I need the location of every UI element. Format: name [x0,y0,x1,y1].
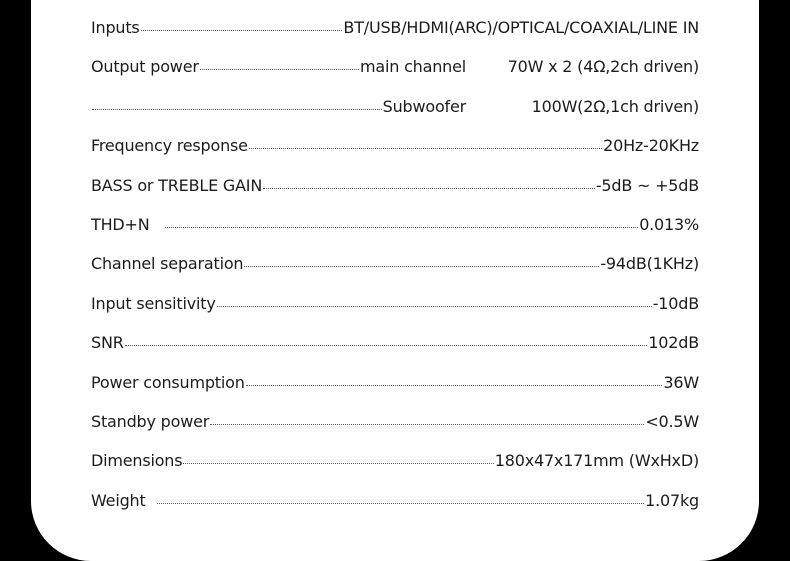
dot-leader [217,306,652,307]
spec-value: -94dB(1KHz) [600,254,699,274]
spec-row-frequency-response [91,136,699,175]
dot-leader [249,148,602,149]
dot-leader [183,463,493,464]
spec-label: SNR [91,333,124,353]
spec-label: Weight [91,490,146,510]
spec-value: -5dB ~ +5dB [595,175,699,195]
dot-leader [141,30,343,31]
dot-leader [246,385,663,386]
spec-value: 0.013% [639,214,699,234]
spec-row-bass-treble-gain [91,176,699,215]
spec-value: <0.5W [645,411,699,431]
dot-leader [92,109,382,110]
spec-row-power-consumption [91,373,699,412]
spec-value: 1.07kg [645,490,699,510]
spec-label: Power consumption [91,372,245,392]
spec-sublabel: main channel [360,57,466,77]
dot-leader [263,188,595,189]
spec-value: 70W x 2 (4Ω,2ch driven) [507,57,699,77]
spec-row-subwoofer [91,97,699,136]
spec-row-weight [91,491,699,530]
spec-label: Dimensions [91,451,183,471]
spec-row-inputs [91,18,699,57]
spec-value: 20Hz-20KHz [603,136,699,156]
spec-value: 102dB [648,333,699,353]
spec-row-thd-n [91,215,699,254]
spec-label: Channel separation [91,254,244,274]
spec-card [31,0,759,561]
spec-label: Input sensitivity [91,293,216,313]
spec-row-snr [91,333,699,372]
dot-leader [244,266,599,267]
spec-label: THD+N [91,214,150,234]
spec-row-input-sensitivity [91,294,699,333]
spec-value: 100W(2Ω,1ch driven) [531,96,699,116]
spec-value: BT/USB/HDMI(ARC)/OPTICAL/COAXIAL/LINE IN [343,18,699,37]
dot-leader [200,69,359,70]
spec-row-standby-power [91,412,699,451]
spec-value: 36W [663,372,699,392]
spec-value: -10dB [652,293,699,313]
dot-leader [157,503,645,504]
spec-value: 180x47x171mm (WxHxD) [494,451,699,471]
dot-leader [210,424,644,425]
spec-label: Standby power [91,411,210,431]
spec-row-dimensions [91,451,699,490]
spec-label: Frequency response [91,136,248,156]
dot-leader [125,345,648,346]
spec-row-channel-separation [91,254,699,293]
spec-label: BASS or TREBLE GAIN [91,175,263,195]
dot-leader [165,227,639,228]
spec-label: Inputs [91,18,140,37]
spec-list [91,18,699,530]
spec-sublabel: Subwoofer [382,96,466,116]
spec-row-output-power [91,57,699,96]
spec-label: Output power [91,57,199,77]
